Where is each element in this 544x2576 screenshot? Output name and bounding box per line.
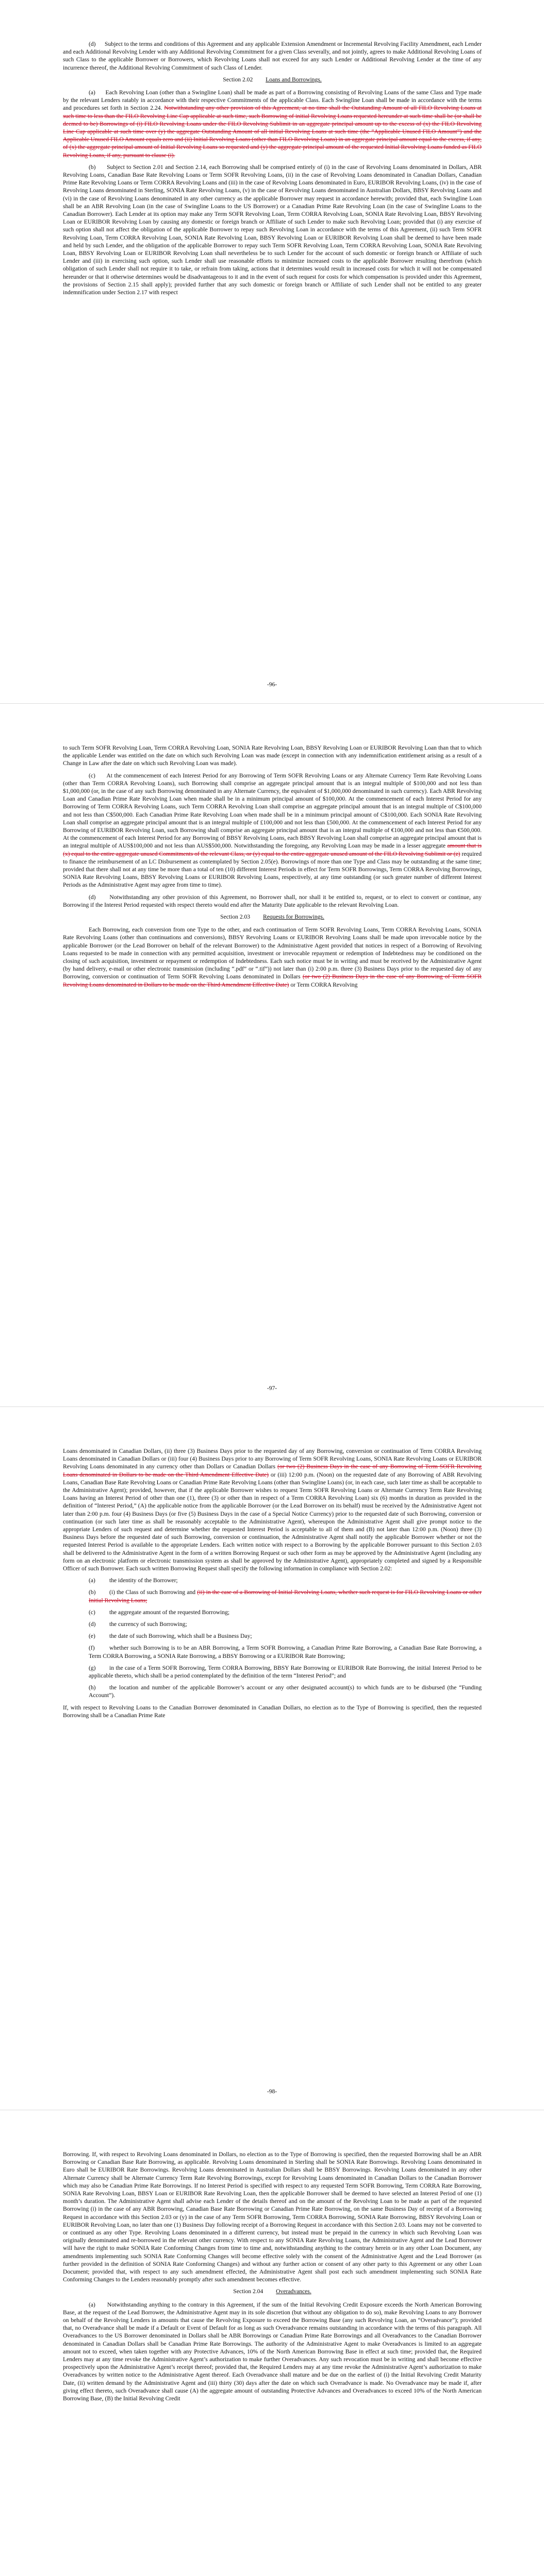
paragraph-a-text: (a) Each Revolving Loan (other than a Swingline Loan) shall be made as part of a Borrowing consisting of Revolving Loans of the same Class and Type made by the relevant Lenders ratably in accordance with their respective Commitments of the applicable Class. Each Swingline Loan shall be made in accordance with the terms and procedures set forth in Section 2.24. bbox=[63, 89, 482, 112]
paragraph-2-03-text-2: or Term CORRA Revolving bbox=[290, 981, 358, 988]
page-98 bbox=[0, 1407, 544, 2110]
section-title: Requests for Borrowings. bbox=[263, 913, 324, 921]
list-item bbox=[63, 1577, 482, 1584]
paragraph-b: (b) Subject to Section 2.01 and Section 2.14, each Borrowing shall be comprised entirely of (i) in the case of Revolving Loans denominated in Dollars, ABR Revolving Loans, Canadian Base Rate Revolving Loans or Term SOFR Revolving Loans, (ii) in the case of Revolving Loans denominated in Canadian Dollars, Canadian Prime Rate Revolving Loans or Term CORRA Revolving Loans and (iii) in the case of Revolving Loans denominated in Euro, EURIBOR Revolving Loans, (iv) in the case of Revolving Loans denominated in Sterling, SONIA Rate Revolving Loans, (v) in the case of Revolving Loans denominated in Australian Dollars, BBSY Revolving Loans and (vi) in the case of Revolving Loans denominated in any other currency as the applicable Borrower may request in accordance herewith; provided that, each Swingline Loan shall be an ABR Revolving Loan (in the case of Swingline Loans to the US Borrower) or a Canadian Prime Rate Revolving Loan (in the case of Swingline Loans to the Canadian Borrower). Each Lender at its option may make any Term SOFR Revolving Loan, Term CORRA Revolving Loan, SONIA Rate Revolving Loan, BBSY Revolving Loan or EURIBOR Revolving Loan by causing any domestic or foreign branch or Affiliate of such Lender to make such Revolving Loan; provided that (i) any exercise of such option shall not affect the obligation of the applicable Borrower to repay such Revolving Loan in accordance with the terms of this Agreement, (ii) such Term SOFR Revolving Loan, Term CORRA Revolving Loan, SONIA Rate Revolving Loan, BBSY Revolving Loan or EURIBOR Revolving Loan shall be deemed to have been made and held by such Lender, and the obligation of the applicable Borrower to repay such Term SOFR Revolving Loan, Term CORRA Revolving Loan, SONIA Rate Revolving Loan, BBSY Revolving Loan or EURIBOR Revolving Loan shall nevertheless be to such Lender for the account of such domestic or foreign branch or Affiliate of such Lender and (iii) in exercising such option, such Lender shall use reasonable efforts to minimize increased costs to the applicable Borrower resulting therefrom (which obligation of such Lender shall not require it to take, or refrain from taking, actions that it determines would result in increased costs for which it will not be compensated hereunder or that it otherwise determines would be disadvantageous to it and in the event of such request for costs for which compensation is provided under this Agreement, the provisions of Section 2.15 shall apply); provided further that any such domestic or foreign branch or Affiliate of such Lender shall not be entitled to any greater indemnification under Section 2.17 with respect bbox=[63, 163, 482, 296]
page-97-body bbox=[63, 744, 482, 993]
item-text: (i) the Class of such Borrowing and bbox=[109, 1589, 196, 1596]
paragraph-2-03-text: Each Borrowing, each conversion from one Type to the other, and each continuation of Term SOFR Revolving Loans, Term CORRA Revolving Loans, SONIA Rate Revolving Loans (other than continuations and conversions), BBSY Revolving Loans or EURIBOR Revolving Loans shall be made upon irrevocable notice by the applicable Borrower (or the Lead Borrower on behalf of the relevant Borrower) to the Administrative Agent provided that notices in respect of a Borrowing of Revolving Loans requested to be made in connection with any permitted acquisition, investment or irrevocable repayment or redemption of Indebtedness may be conditioned on the closing of such acquisition, investment or repayment or redemption of Indebtedness. Each such notice must be in writing and must be received by the Administrative Agent (by hand delivery, e-mail or other electronic transmission (including “.pdf” or “.tif”)) not later than (i) 2:00 p.m. three (3) Business Days prior to the requested day of any Borrowing, conversion or continuation of Term SOFR Revolving Loans denominated in Dollars bbox=[63, 926, 482, 980]
section-number: Section 2.03 bbox=[220, 913, 251, 921]
item-text: the date of such Borrowing, which shall be a Business Day; bbox=[109, 1633, 252, 1640]
paragraph-d-intro: (d) Subject to the terms and conditions of this Agreement and any applicable Extension Amendment or Incremental Revolving Facility Amendment, each Lender and each Additional Revolving Lender with any Additional Revolving Commitment for a given Class severally, and not jointly, agrees to make Additional Revolving Loans of such Class to the applicable Borrower or Borrowers, which Revolving Loans shall not exceed for any such Lender or Additional Revolving Lender at the time of any incurrence thereof, the Additional Revolving Commitment of such Class of Lender. bbox=[63, 41, 482, 71]
item-label: (a) bbox=[89, 1577, 95, 1584]
item-label: (d) bbox=[89, 1621, 96, 1628]
page-98-body bbox=[63, 1447, 482, 1723]
list-item bbox=[63, 1632, 482, 1640]
paragraph-2-03-continued bbox=[63, 1447, 482, 1572]
item-label: (e) bbox=[89, 1633, 95, 1640]
borrowing-request-items bbox=[63, 1577, 482, 1699]
paragraph-a bbox=[63, 89, 482, 159]
paragraph-c-text-2: required to finance the reimbursement of an LC Disbursement as contemplated by Section 2.05(e). Borrowings of more than one Type and Class may be outstanding at the same time; provided that there shall not at any time be more than a total of ten (10) different Interest Periods in effect for Term SOFR Borrowings, Term CORRA Revolving Borrowings, SONIA Rate Revolving Loans, BBSY Revolving Loans or EURIBOR Revolving Loans, respectively, at any time outstanding (or such greater number of different Interest Periods as the Administrative Agent may agree from time to time). bbox=[63, 850, 482, 889]
item-text: the currency of such Borrowing; bbox=[109, 1621, 187, 1628]
section-number: Section 2.04 bbox=[233, 2288, 263, 2295]
deleted-text: Notwithstanding any other provision of this Agreement, at no time shall the Outstanding Amount of all FILO Revolving Loans at such time to less than the FILO Revolving Line Cap applicable at such time, such Borrowing of initial Revolving Loans requested hereunder at such time shall be (or shall be deemed to be) Borrowings of (i) FILO Revolving Loans under the FILO Revolving Sublimit in an aggregate principal amount up to the excess of (x) the FILO Revolving Line Cap applicable at such time over (y) the aggregate Outstanding Amount of all initial Revolving Loans at such time (the “Applicable Unused FILO Amount”) and the Applicable Unused FILO Amount equals zero and (ii) Initial Revolving Loans (other than FILO Revolving Loans) in an aggregate principal amount equal to the excess, if any, of (x) the aggregate principal amount of Initial Revolving Loans so requested and (y) the aggregate principal amount of the requested Initial Revolving Loans funded as FILO Revolving Loans, if any, pursuant to clause (i). bbox=[63, 105, 482, 159]
paragraph-c-text: (c) At the commencement of each Interest Period for any Borrowing of Term SOFR Revolving Loans or any Alternate Currency Term Rate Revolving Loans (other than Term CORRA Revolving Loans), such Borrowing shall comprise an aggregate principal amount that is an integral multiple of $100,000 and not less than $1,000,000 (or, in the case of any such Borrowing denominated in any Alternate Currency, the equivalent of $1,000,000 denominated in such currency). Each ABR Revolving Loan and Canadian Prime Rate Revolving Loan when made shall be in a minimum principal amount of $100,000. At the commencement of each Interest Period for any Borrowing of Term CORRA Revolving Loans, such Term CORRA Revolving Loan shall comprise an aggregate principal amount that is an integral multiple of C$100,000 and not less than C$500,000. Each Canadian Prime Rate Revolving Loan when made shall be in a minimum principal amount of C$100,000. Each SONIA Rate Revolving Loan shall comprise an aggregate principal amount that is an integral multiple of £100,000 and not less than £500,000. At the commencement of each Interest Period for any Borrowing of EURIBOR Revolving Loan, such Borrowing shall comprise an aggregate principal amount that is an integral multiple of €100,000 and not less than €500,000. At the commencement of each Interest Period for any Borrowing of BBSY Revolving Loans, each BBSY Revolving Loan shall comprise an aggregate principal amount that is an integral multiple of AUS$100,000 and not less than AUS$500,000. Notwithstanding the foregoing, any Revolving Loan may be made in a lesser aggregate bbox=[63, 772, 482, 850]
section-number: Section 2.02 bbox=[223, 76, 253, 83]
closing-paragraph: If, with respect to Revolving Loans to the Canadian Borrower denominated in Canadian Dollars, no election as to the Type of Borrowing is specified, then the requested Borrowing shall be a Canadian Prime Rate bbox=[63, 1704, 482, 1719]
paragraph-d: (d) Notwithstanding any other provision of this Agreement, no Borrower shall, nor shall it be entitled to, request, or to elect to convert or continue, any Borrowing if the Interest Period requested with respect thereto would end after the Maturity Date applicable to the relevant Revolving Loan. bbox=[63, 893, 482, 908]
paragraph-2-03 bbox=[63, 926, 482, 989]
item-label: (b) bbox=[89, 1589, 96, 1596]
item-text: the location and number of the applicable Borrower’s account or any other designated account(s) to which funds are to be disbursed (the “Funding Account”). bbox=[89, 1684, 482, 1699]
deleted-text: (ii) in the case of a Borrowing of Initial Revolving Loans, whether such request is for FILO Revolving Loans or other Initial Revolving Loans; bbox=[89, 1589, 482, 1604]
continued-text-2: or (iii) 12:00 p.m. (Noon) on the requested date of any Borrowing of ABR Revolving Loans, Canadian Base Rate Revolving Loans or Canadian Prime Rate Revolving Loans (other than Swingline Loans) (or, in each case, such later time as shall be acceptable to the Administrative Agent); provided, however, that if the applicable Borrower wishes to request Term SOFR Revolving Loans or Alternate Currency Term Rate Revolving Loans having an Interest Period of other than one (1), three (3) or other than in respect of a Term CORRA Revolving Loan) six (6) months in duration as provided in the definition of “Interest Period,” (A) the applicable notice from the applicable Borrower (or the Lead Borrower on its behalf) must be received by the Administrative Agent not later than 2:00 p.m. four (4) Business Days (or five (5) Business Days in the case of a Special Notice Currency) prior to the requested date of such Borrowing, conversion or continuation (or such later time as shall be reasonably acceptable to the Administrative Agent), whereupon the Administrative Agent shall give prompt notice to the appropriate Lenders of such request and determine whether the requested Interest Period is acceptable to all of them and (B) not later than 12:00 p.m. (Noon) three (3) Business Days before the requested date of such Borrowing, conversion or continuation, the Administrative Agent shall notify the applicable Borrower whether or not the requested Interest Period is available to the appropriate Lenders. Each written notice with respect to a Borrowing by the applicable Borrower pursuant to this Section 2.03 shall be delivered to the Administrative Agent in the form of a written Borrowing Request or such other form as may be approved by the Administrative Agent (including any form on an electronic platform or electronic transmission system as shall be approved by the Administrative Agent), appropriately completed and signed by a Responsible Officer of such Borrower. Each such written Borrowing Request shall specify the following information in compliance with Section 2.02: bbox=[63, 1471, 482, 1572]
item-label: (h) bbox=[89, 1684, 96, 1691]
list-item bbox=[63, 1620, 482, 1628]
page-number: -96- bbox=[267, 681, 277, 688]
section-title: Loans and Borrowings. bbox=[266, 76, 322, 83]
item-text: in the case of a Term SOFR Borrowing, Term CORRA Borrowing, BBSY Rate Borrowing or EURIBOR Rate Borrowing, the initial Interest Period to be applicable thereto, which shall be a period contemplated by the definition of the term “Interest Period”; and bbox=[89, 1664, 482, 1680]
item-text: the identity of the Borrower; bbox=[109, 1577, 178, 1584]
page-99-body bbox=[63, 2150, 482, 2406]
list-item bbox=[63, 1664, 482, 1680]
page-99 bbox=[0, 2110, 544, 2576]
item-text: the aggregate amount of the requested Borrowing; bbox=[109, 1608, 230, 1616]
section-title: Overadvances. bbox=[276, 2288, 311, 2295]
page-number: -97- bbox=[267, 1385, 277, 1392]
paragraph-c bbox=[63, 772, 482, 889]
list-item bbox=[63, 1684, 482, 1699]
section-heading-2-03 bbox=[63, 913, 482, 921]
page-96 bbox=[0, 0, 544, 703]
item-text: whether such Borrowing is to be an ABR Borrowing, a Term SOFR Borrowing, a Canadian Prime Rate Borrowing, a Canadian Base Rate Borrowing, a Term CORRA Borrowing, a SONIA Rate Borrowing, a BBSY Borrowing or a EURIBOR Rate Borrowing; bbox=[89, 1645, 482, 1659]
item-label: (c) bbox=[89, 1608, 95, 1616]
list-item bbox=[63, 1608, 482, 1616]
list-item bbox=[63, 1644, 482, 1659]
page-number: -98- bbox=[267, 2088, 277, 2095]
deleted-text: (or two (2) Business Days in the case of any Borrowing of Term SOFR Revolving Loans denominated in Dollars to be made on the Third Amendment Effective Date) bbox=[63, 1463, 482, 1478]
section-heading-2-04 bbox=[63, 2287, 482, 2295]
paragraph-a: (a) Notwithstanding anything to the contrary in this Agreement, if the sum of the Initial Revolving Credit Exposure exceeds the North American Borrowing Base, at the request of the Lead Borrower, the Administrative Agent may in its sole discretion (but without any obligation to do so), make Revolving Loans to any Borrower on behalf of the Revolving Lenders in amounts that cause the Revolving Exposure to exceed the Borrowing Base (any such Revolving Loan, an “Overadvance”); provided that, no Overadvance shall be made if a Default or Event of Default for as long as such Overadvance remains outstanding in accordance with the terms of this paragraph. All Overadvances to the US Borrower denominated in Dollars shall be ABR Borrowings or Canadian Prime Rate Borrowings and all Overadvances to the Canadian Borrower denominated in Canadian Dollars shall be Canadian Prime Rate Borrowings. The authority of the Administrative Agent to make Overadvances is limited to an aggregate amount not to exceed, when taken together with any Protective Advances, 10% of the North American Borrowing Base in effect at such time; provided that, the Required Lenders may at any time revoke the Administrative Agent’s authorization to make further Overadvances. Any such revocation must be in writing and shall become effective prospectively upon the Administrative Agent’s receipt thereof; provided that, the Required Lenders may at any time revoke the Administrative Agent’s authorization to make Overadvances by written notice to the Administrative Agent thereof. Each Overadvance shall mature and be due on the earliest of (i) the Initial Revolving Credit Maturity Date, (ii) written demand by the Administrative Agent and (iii) thirty (30) days after the date on which such Overadvance is made. No Overadvance may be made if, after giving effect thereto, such Overadvance shall cause (A) the aggregate amount of outstanding Protective Advances and Overadvances to exceed 10% of the North American Borrowing Base, (B) the Initial Revolving Credit bbox=[63, 2301, 482, 2402]
paragraph-b-continued: to such Term SOFR Revolving Loan, Term CORRA Revolving Loan, SONIA Rate Revolving Loan, BBSY Revolving Loan or EURIBOR Revolving Loan than that to which the applicable Lender was entitled on the date on which such Revolving Loan was made (except in connection with any indemnification entitlement arising as a result of a Change in Law after the date on which such Revolving Loan was made). bbox=[63, 744, 482, 767]
page-96-body bbox=[63, 40, 482, 300]
paragraph-continued: Borrowing. If, with respect to Revolving Loans denominated in Dollars, no election as to the Type of Borrowing is specified, then the requested Borrowing shall be an ABR Borrowing or Canadian Base Rate Borrowing, as applicable. Revolving Loans denominated in Sterling shall be SONIA Rate Borrowings. Revolving Loans denominated in Euro shall be EURIBOR Rate Borrowings. Revolving Loans denominated in Australian Dollars shall be BBSY Borrowings. Revolving Loans denominated in any other Alternate Currency shall be Alternate Currency Term Rate Revolving Borrowings, except for Revolving Loans denominated in Canadian Dollars to the Canadian Borrower which may also be Canadian Prime Rate Borrowings. If no Interest Period is specified with respect to any requested Term SOFR Borrowing, Term CORRA Rate Borrowing, SONIA Rate Revolving Loan, BBSY Loan or EURIBOR Rate Revolving Loan, then the applicable Borrower shall be deemed to have selected an Interest Period of one (1) month’s duration. The Administrative Agent shall advise each Lender of the details thereof and on the amount of the Revolving Loan to be made as part of the requested Borrowing (i) in the case of any ABR Borrowing, Canadian Base Rate Borrowing or Canadian Prime Rate Borrowing, on the same Business Day of receipt of a Borrowing Request in accordance with this Section 2.03 or (y) in the case of any Term SOFR Borrowing, Term CORRA Borrowing, SONIA Rate Borrowing, BBSY Revolving Loan or EURIBOR Revolving Loan, no later than one (1) Business Day following receipt of a Borrowing Request in accordance with this Section 2.03. Loans may not be converted to or continued as any other Type. Revolving Loans denominated in a different currency, but instead must be prepaid in the currency in which such Revolving Loan was originally denominated and re-borrowed in the relevant other currency. With respect to any SONIA Rate Revolving Loans, the Administrative Agent and the Lead Borrower will have the right to make SONIA Rate Conforming Changes from time to time and, notwithstanding anything to the contrary herein or in any other Loan Document, any amendments implementing such SONIA Rate Conforming Changes will become effective solely with the consent of the Administrative Agent and the Lead Borrower (as further provided in the definition of SONIA Rate Conforming Changes) and without any further action or consent of any other party to this Agreement or any other Loan Document; provided that, with respect to any such amendment effected, the Administrative Agent shall post each such amendment implementing such SONIA Rate Conforming Changes to the Lenders reasonably promptly after such amendment becomes effective. bbox=[63, 2151, 482, 2283]
section-heading-2-02 bbox=[63, 76, 482, 83]
deleted-text: amount that is (x) equal to the entire aggregate unused Commitments of the relevant Class, or (y) equal to the entire aggregate unused amount of the FILO Revolving Sublimit or (z) bbox=[63, 842, 482, 857]
continued-text: Loans denominated in Canadian Dollars, (ii) three (3) Business Days prior to the requested day of any Borrowing, conversion or continuation of Term CORRA Revolving Loans denominated in Canadian Dollars or (iii) four (4) Business Days prior to any Borrowing of Term SOFR Revolving Loans, SONIA Rate Revolving Loans or EURIBOR Revolving Loans denominated in any currency other than Dollars or Canadian Dollars bbox=[63, 1448, 482, 1470]
item-label: (g) bbox=[89, 1664, 96, 1671]
page-97 bbox=[0, 704, 544, 1406]
deleted-text: (or two (2) Business Days in the case of any Borrowing of Term SOFR Revolving Loans denominated in Dollars to be made on the Third Amendment Effective Date) bbox=[63, 973, 482, 988]
list-item bbox=[63, 1588, 482, 1604]
item-label: (f) bbox=[89, 1645, 95, 1652]
